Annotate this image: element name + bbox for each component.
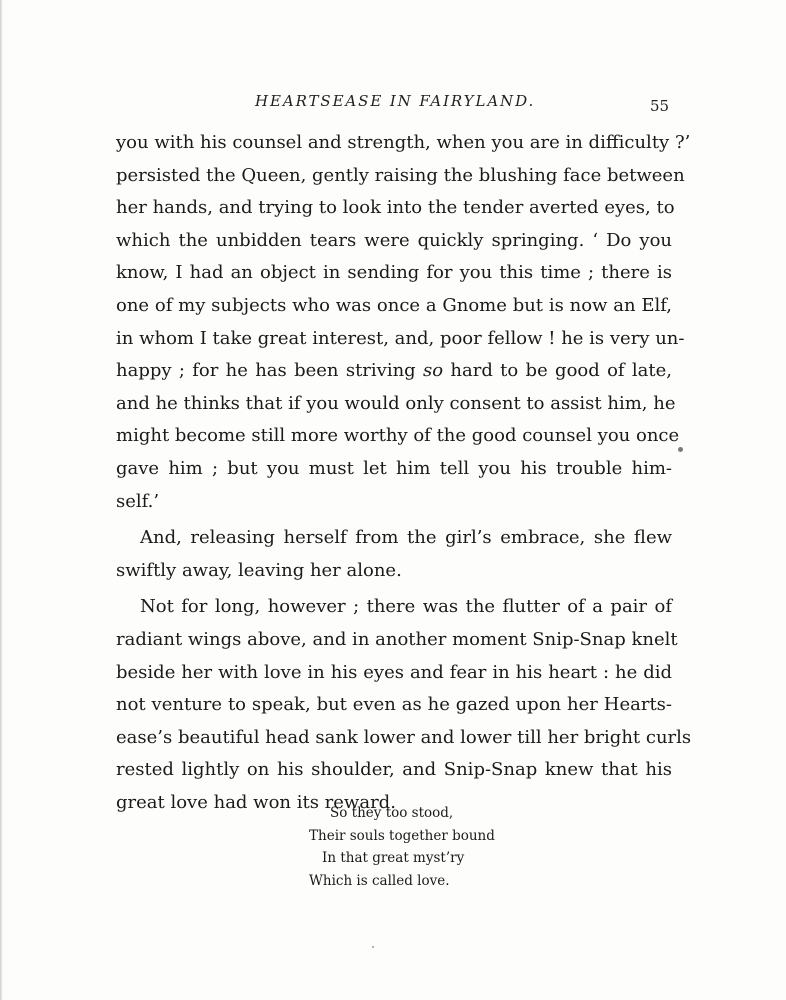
margin-dot <box>678 447 683 452</box>
body-text <box>116 127 692 819</box>
text-line: ease’s beautiful head sank lower and lower till her bright curls <box>116 726 692 748</box>
text-line: rested lightly on his shoulder, and Snip-Snap knew that his <box>116 759 672 781</box>
paragraph-3 <box>116 591 692 819</box>
text-line: self.’ <box>116 490 160 512</box>
text-line: her hands, and trying to look into the tender averted eyes, to <box>116 197 675 219</box>
page-number: 55 <box>650 97 670 115</box>
paragraph-2 <box>116 522 672 587</box>
text-line: swiftly away, leaving her alone. <box>116 559 402 581</box>
page-edge-shadow <box>0 0 3 1000</box>
text-line: in whom I take great interest, and, poor fellow ! he is very un- <box>116 327 685 349</box>
poem <box>306 802 495 892</box>
text-line: not venture to speak, but even as he gazed upon her Hearts- <box>116 694 672 716</box>
text-line: great love had won its reward. <box>116 791 396 813</box>
text-line: beside her with love in his eyes and fear in his heart : he did <box>116 661 672 683</box>
emphasized-word: so <box>423 360 444 382</box>
page-header <box>0 92 786 116</box>
text-line: and he thinks that if you would only consent to assist him, he <box>116 392 676 414</box>
text-line: radiant wings above, and in another moment Snip-Snap knelt <box>116 628 678 650</box>
text-line: Not for long, however ; there was the flutter of a pair of <box>140 596 672 618</box>
text-line: gave him ; but you must let him tell you his trouble him- <box>116 457 672 479</box>
poem-line: Their souls together bound <box>309 827 495 844</box>
text-line: one of my subjects who was once a Gnome but is now an Elf, <box>116 294 672 316</box>
poem-line: Which is called love. <box>309 872 450 889</box>
text-line: might become still more worthy of the good counsel you once <box>116 425 680 447</box>
paragraph-1 <box>116 127 691 518</box>
text-line: you with his counsel and strength, when you are in difficulty ?’ <box>116 132 691 153</box>
text-line: which the unbidden tears were quickly springing. ‘ Do you <box>116 229 672 251</box>
paper-speck <box>372 946 374 948</box>
running-title: HEARTSEASE IN FAIRYLAND. <box>255 92 536 110</box>
text-line: know, I had an object in sending for you this time ; there is <box>116 262 672 284</box>
text-line-with-emphasis: happy ; for he has been striving so hard to be good of late, <box>116 360 672 382</box>
poem-line: So they too stood, <box>330 805 454 821</box>
text-line: persisted the Queen, gently raising the blushing face between <box>116 164 685 186</box>
poem-line: In that great myst’ry <box>322 850 465 866</box>
text-line: And, releasing herself from the girl’s embrace, she flew <box>140 527 672 549</box>
